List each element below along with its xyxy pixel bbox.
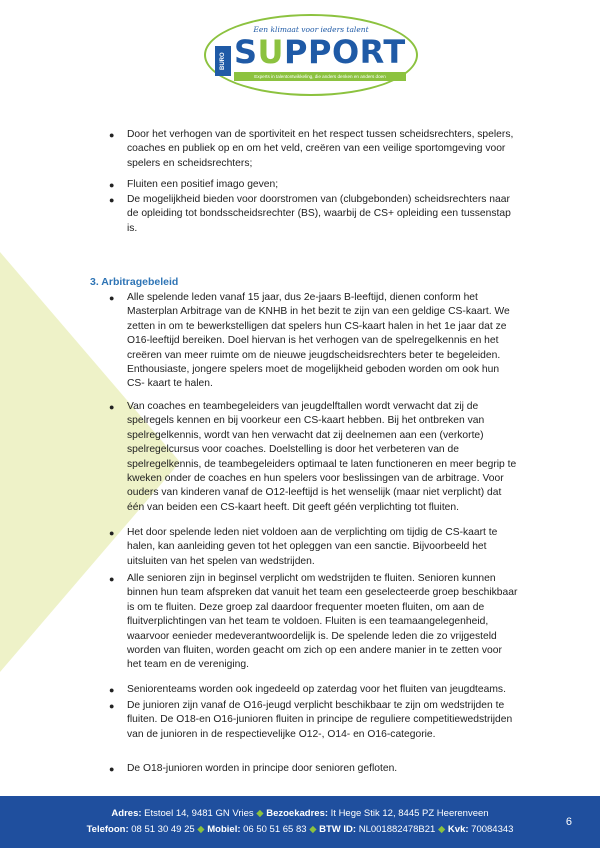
bullet-icon: ● [109,402,115,412]
btw-label: BTW ID: [319,824,357,835]
btw-value: NL001882478B21 [358,824,436,835]
bullet-icon: ● [109,180,115,190]
list-item: ● Fluiten een positief imago geven; [127,178,519,192]
separator-icon: ◆ [309,824,317,835]
bezoekadres-label: Bezoekadres: [266,808,329,819]
buro-support-logo [204,14,418,96]
separator-icon: ◆ [437,824,446,835]
mobiel-label: Mobiel: [207,824,241,835]
list-item: ● De O18-junioren worden in principe door senioren gefloten. [127,762,519,776]
logo-wordmark [234,33,406,71]
bullet-icon: ● [109,685,115,695]
bullet-icon: ● [109,293,115,303]
bullet-icon: ● [109,528,115,538]
adres-label: Adres: [111,808,142,819]
bullet-icon: ● [109,195,115,205]
adres-value: Etstoel 14, 9481 GN Vries [144,808,254,819]
page-number: 6 [565,816,572,828]
bullet-icon: ● [109,130,115,140]
logo-subtitle-bar: Experts in talentontwikkeling, die anders denken en anders doen [234,72,406,81]
logo-word-u: U [257,33,285,71]
telefoon-label: Telefoon: [86,824,129,835]
list-item: ● Door het verhogen van de sportiviteit en het respect tussen scheidsrechters, spelers, coaches en publiek op en om het veld, creëren van een veilige sportomgeving voor spelers en scheidsrechters; [109,129,514,169]
telefoon-value: 08 51 30 49 25 [131,824,195,835]
list-item: ● Van coaches en teambegeleiders van jeugdelftallen wordt verwacht dat zij de spelregels kennen en bij voorkeur een CS-kaart hebben. Bij het ontbreken van spelregelkennis, wordt van hen verwacht dat zij deelnemen aan een (verkorte) spelregelcursus voor coaches. Doelstelling is door het verbeteren van de spelregelkennis, de teambegeleiders optimaal te laten functioneren en meer begrip te kweken onder de coaches en hun spelers voor beslissingen van de arbitrage. Voor ouders van kinderen vanaf de O12-leeftijd is het wenselijk (maar niet verplicht) dat één van beiden een CS-kaart heeft. Dit geeft géén verplichting tot fluiten. [109,401,517,513]
separator-icon: ◆ [197,824,205,835]
logo-word-rest: PPORT [284,33,406,71]
mobiel-value: 06 50 51 65 83 [243,824,307,835]
footer-contact-line [0,824,600,835]
logo-tagline: Een klimaat voor ieders talent [253,25,369,34]
separator-icon: ◆ [256,808,264,819]
bezoekadres-value: It Hege Stik 12, 8445 PZ Heerenveen [330,808,489,819]
bullet-icon: ● [109,574,115,584]
section-heading: 3. Arbitragebeleid [90,276,179,288]
footer-address-line [0,808,600,819]
logo-word-s: S [234,33,258,71]
list-item: ● De mogelijkheid bieden voor doorstromen van (clubgebonden) scheidsrechters naar de opleiding tot bondsscheidsrechter (BS), waarbij de CS+ opleiding een tussenstap is. [109,194,511,234]
kvk-value: 70084343 [471,824,514,835]
bullet-icon: ● [109,701,115,711]
list-item: ● Seniorenteams worden ook ingedeeld op zaterdag voor het fluiten van jeugdteams. [127,683,519,697]
page-footer [0,796,600,848]
list-item: ● De junioren zijn vanaf de O16-jeugd verplicht beschikbaar te zijn om wedstrijden te fluiten. De O18-en O16-junioren fluiten in principe de reguliere competitiewedstrijden van de junioren in de respectievelijke O12-, O14- en O16-categorie. [109,700,513,740]
logo-buro-label: BURO [215,46,231,76]
list-item: ● Alle spelende leden vanaf 15 jaar, dus 2e-jaars B-leeftijd, dienen conform het Masterplan Arbitrage van de KNHB in het bezit te zijn van een geldige CS-kaart. We zetten in om te bewerkstelligen dat spelers hun CS-kaart halen in het 1e jaar dat ze O16-leeftijd bereiken. Doel hiervan is het verhogen van de spelregelkennis en het creëren van meer ruimte om de nieuwe jeugdscheidsrechters beter te begeleiden. Enthousiaste, jongere spelers moet de mogelijkheid geboden worden om ook hun CS- kaart te halen. [109,292,510,390]
list-item: ● Het door spelende leden niet voldoen aan de verplichting om tijdig de CS-kaart te halen, kan aanleiding geven tot het opleggen van een sanctie. Bijvoorbeeld het uitsluiten van het spelen van wedstrijden. [109,527,498,567]
kvk-label: Kvk: [447,824,469,835]
bullet-icon: ● [109,764,115,774]
list-item: ● Alle senioren zijn in beginsel verplicht om wedstrijden te fluiten. Senioren kunnen binnen hun team afspreken dat vanuit het team een geselecteerde groep beschikbaar is om te fluiten. Deze groep zal daardoor frequenter moeten fluiten, om aan de fluitverplichtingen van het team te voldoen. Fluiten is een teamaangelegenheid, waarvoor eenieder medeverantwoordelijk is. De spelende leden die zo vrijgesteld worden van fluiten, worden geacht om zich op een andere manier in te zetten voor het team en de vereniging. [109,573,518,671]
